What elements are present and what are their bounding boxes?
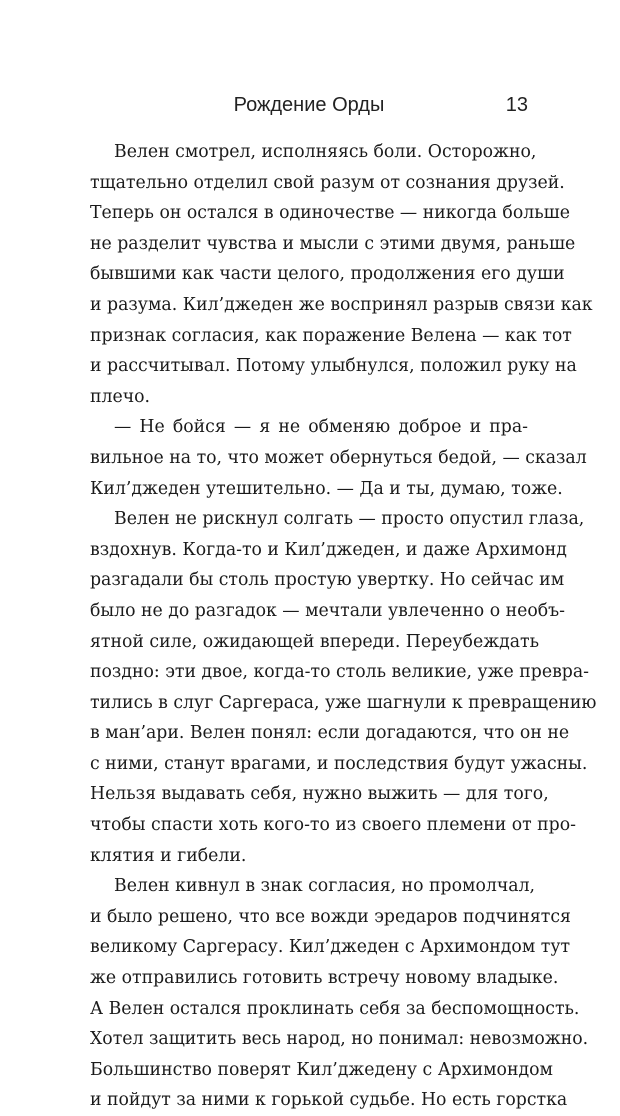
- text-line: вздохнув. Когда-то и Кил’джеден, и даже Архимонд: [90, 539, 567, 560]
- text-line: и рассчитывал. Потому улыбнулся, положил руку на: [90, 356, 577, 377]
- text-line: вильное на то, что может обернуться бедой, — сказал: [90, 447, 587, 468]
- text-line: великому Саргерасу. Кил’джеден с Архимондом тут: [90, 937, 571, 958]
- text-line: было не до разгадок — мечтали увлеченно о необъ-: [90, 600, 565, 621]
- text-line: ятной силе, ожидающей впереди. Переубеждать: [90, 631, 540, 652]
- text-line: тщательно отделил свой разум от сознания друзей.: [90, 172, 565, 193]
- text-line: — Не бойся — я не обменяю доброе и пра-: [114, 417, 528, 438]
- text-line: признак согласия, как поражение Велена — как тот: [90, 325, 572, 346]
- text-line: Нельзя выдавать себя, нужно выжить — для того,: [90, 784, 549, 805]
- text-line: Велен смотрел, исполняясь боли. Осторожно,: [114, 142, 537, 162]
- running-title: Рождение Орды: [233, 94, 385, 116]
- running-head: [90, 94, 528, 122]
- text-line: в ман’ари. Велен понял: если догадаются, что он не: [90, 723, 570, 744]
- text-line: не разделит чувства и мысли с этими двумя, раньше: [90, 233, 576, 254]
- text-line: Кил’джеден утешительно. — Да и ты, думаю, тоже.: [90, 478, 563, 499]
- text-line: клятия и гибели.: [90, 845, 247, 866]
- text-line: Большинство поверят Кил’джедену с Архимондом: [90, 1059, 553, 1080]
- text-line: с ними, станут врагами, и последствия будут ужасны.: [90, 753, 588, 774]
- text-line: плечо.: [90, 386, 151, 407]
- page-number: 13: [505, 94, 528, 116]
- text-line: Хотел защитить весь народ, но понимал: невозможно.: [90, 1029, 589, 1050]
- text-line: и пойдут за ними к горькой судьбе. Но есть горстка: [90, 1090, 568, 1111]
- text-line: и было решено, что все вожди эредаров подчинятся: [90, 906, 571, 927]
- text-line: чтобы спасти хоть кого-то из своего племени от про-: [90, 815, 576, 836]
- text-line: бывшими как части целого, продолжения его души: [90, 264, 565, 285]
- text-line: и разума. Кил’джеден же воспринял разрыв связи как: [90, 294, 593, 315]
- text-line: разгадали бы столь простую увертку. Но сейчас им: [90, 570, 565, 591]
- text-line: Теперь он остался в одиночестве — никогда больше: [90, 203, 570, 224]
- body-text: [90, 137, 597, 1116]
- text-line: Велен кивнул в знак согласия, но промолчал,: [114, 876, 536, 897]
- text-line: же отправились готовить встречу новому владыке.: [90, 968, 559, 989]
- text-line: А Велен остался проклинать себя за беспомощность.: [90, 998, 580, 1019]
- text-line: тились в слуг Саргераса, уже шагнули к превращению: [90, 692, 597, 713]
- text-line: Велен не рискнул солгать — просто опустил глаза,: [114, 509, 585, 530]
- text-line: поздно: эти двое, когда-то столь великие, уже превра-: [90, 662, 589, 683]
